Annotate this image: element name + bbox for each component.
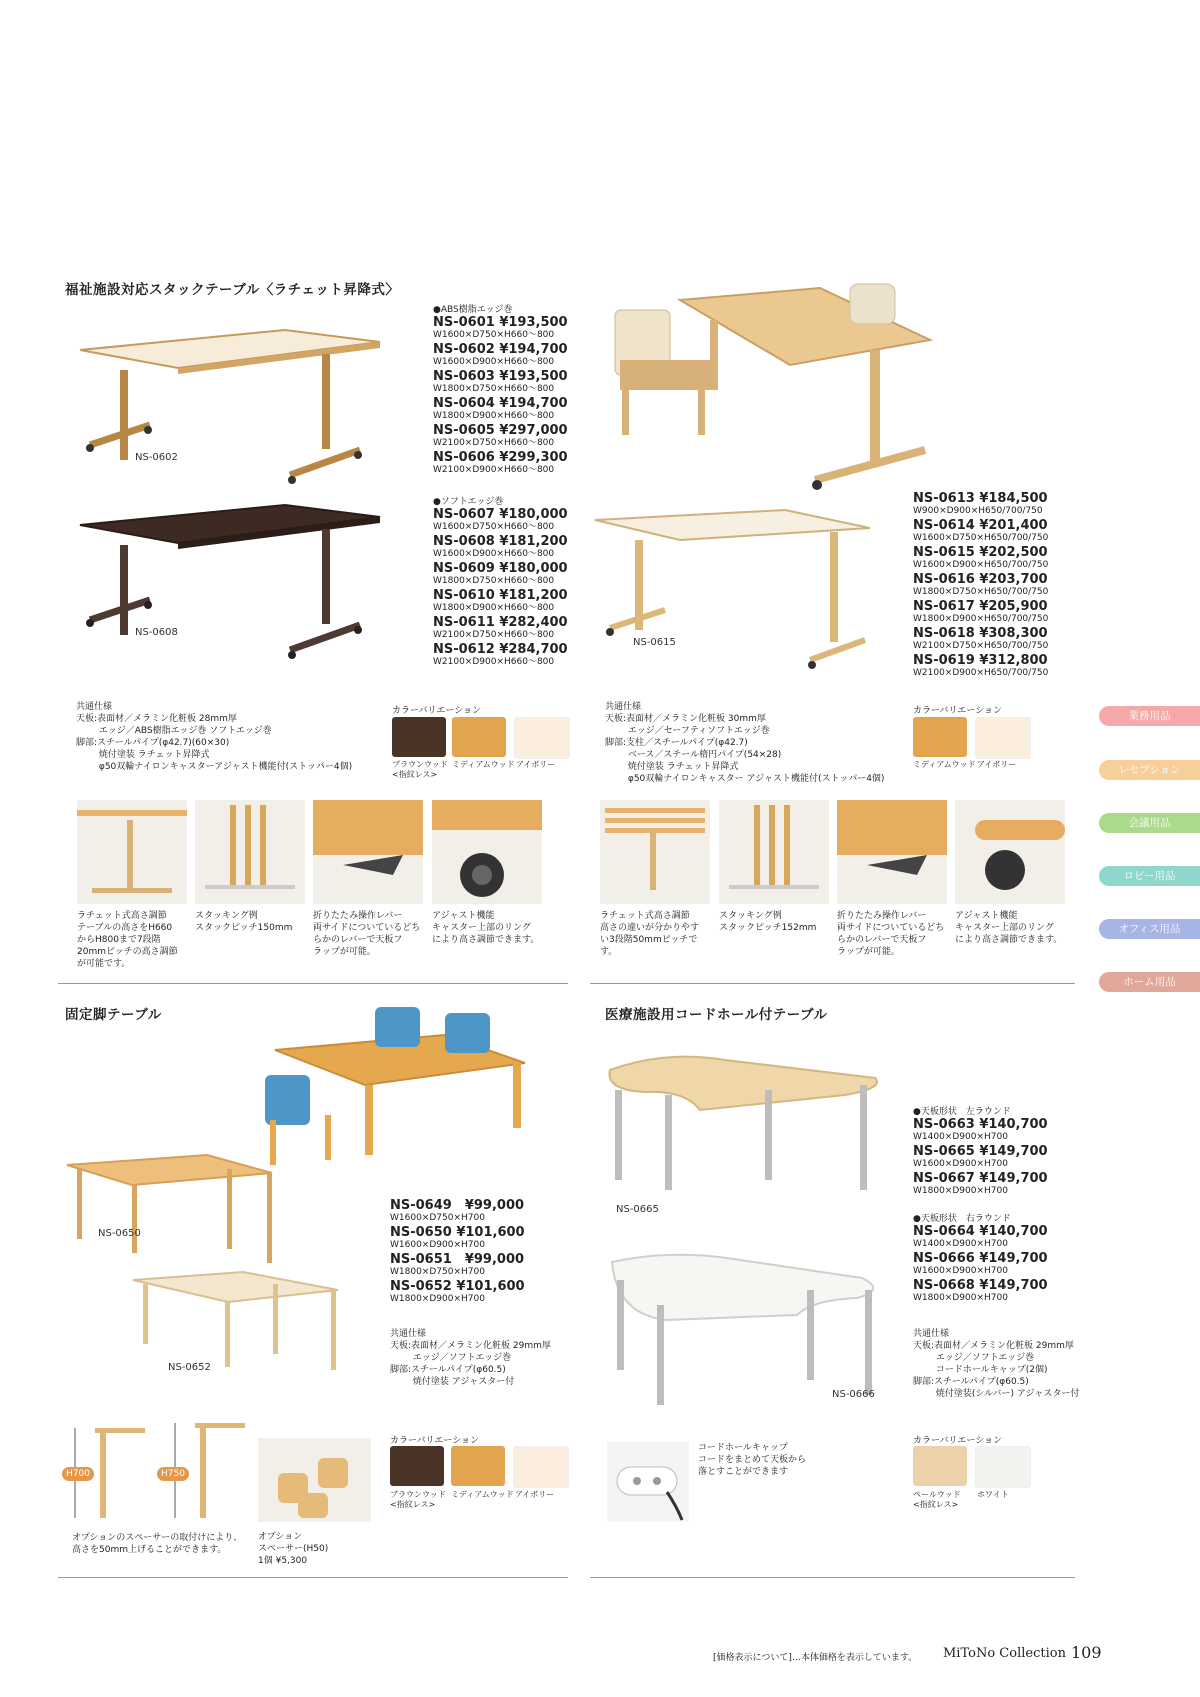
table-image-ns-0602 <box>80 330 390 490</box>
swatch-brown <box>392 717 446 757</box>
model-price: NS-0601 ¥193,500 <box>433 315 568 330</box>
model-price: NS-0608 ¥181,200 <box>433 534 568 549</box>
price-list-abs <box>433 305 568 478</box>
model-dim: W1600×D900×H660〜800 <box>433 549 555 559</box>
price-list-fixed <box>390 1199 525 1307</box>
group-label-left-round: ●天板形状 左ラウンド <box>913 1107 1011 1117</box>
section-title-cord-hole-table: 医療施設用コードホール付テーブル <box>605 1007 828 1023</box>
model-price: NS-0616 ¥203,700 <box>913 572 1048 587</box>
swatch-ivory <box>513 1446 569 1488</box>
caption: スタッキング例 スタックピッチ150mm <box>195 911 293 933</box>
model-dim: W1800×D900×H650/700/750 <box>913 614 1049 624</box>
swatch-name: アイボリー <box>977 760 1017 769</box>
model-price: NS-0609 ¥180,000 <box>433 561 568 576</box>
caption: アジャスト機能 キャスター上部のリング により高さ調節できます。 <box>955 911 1063 945</box>
model-price: NS-0666 ¥149,700 <box>913 1251 1048 1266</box>
swatch-name: ミディアムウッド <box>451 1490 514 1499</box>
model-dim: W2100×D750×H650/700/750 <box>913 641 1049 651</box>
model-dim: W2100×D900×H650/700/750 <box>913 668 1049 678</box>
model-dim: W1600×D900×H650/700/750 <box>913 560 1049 570</box>
table-label-ns-0650: NS-0650 <box>98 1228 141 1239</box>
badge-h750: H750 <box>157 1467 189 1481</box>
cord-cap-caption: コードホールキャップ コードをまとめて天板から 落とすことができます <box>698 1443 807 1477</box>
model-dim: W1600×D750×H660〜800 <box>433 330 555 340</box>
table-chair-image <box>610 280 940 500</box>
table-image-ns-0652 <box>133 1272 343 1372</box>
spec-fixed: 共通仕様 天板:表面材／メラミン化粧板 29mm厚 エッジ／ソフトエッジ巻 脚部:スチールパイプ(φ60.5) 焼付塗装 アジャスター付 <box>390 1329 551 1387</box>
photo-lever <box>837 800 947 904</box>
model-dim: W1800×D900×H700 <box>390 1294 485 1304</box>
photo-lever <box>313 800 423 904</box>
swatch-pale <box>913 1446 967 1486</box>
model-price: NS-0611 ¥282,400 <box>433 615 568 630</box>
model-dim: W1800×D900×H660〜800 <box>433 603 555 613</box>
photo-stacking <box>195 800 305 904</box>
model-price: NS-0614 ¥201,400 <box>913 518 1048 533</box>
swatch-ivory <box>514 717 570 759</box>
model-dim: W2100×D750×H660〜800 <box>433 438 555 448</box>
option-spacer: オプション スペーサー(H50) 1個 ¥5,300 <box>258 1532 329 1566</box>
swatch-white <box>975 1446 1031 1488</box>
divider <box>58 983 568 984</box>
model-price: NS-0668 ¥149,700 <box>913 1278 1048 1293</box>
caption: 折りたたみ操作レバー 両サイドについているどち らかのレバーで天板フ ラップが可能。 <box>837 911 945 957</box>
model-price: NS-0665 ¥149,700 <box>913 1144 1048 1159</box>
caption: スタッキング例 スタックピッチ152mm <box>719 911 817 933</box>
model-price: NS-0651 ¥99,000 <box>390 1252 525 1267</box>
table-image-ns-0608 <box>80 505 390 665</box>
divider <box>58 1577 568 1578</box>
model-dim: W1600×D750×H700 <box>390 1213 485 1223</box>
group-label-abs: ●ABS樹脂エッジ巻 <box>433 305 513 315</box>
caption: ラチェット式高さ調節 テーブルの高さをH660 からH800まで7段階 20mmピッチの高さ調節 が可能です。 <box>77 911 178 969</box>
model-price: NS-0613 ¥184,500 <box>913 491 1048 506</box>
model-dim: W1800×D900×H700 <box>913 1186 1008 1196</box>
spec-left: 共通仕様 天板:表面材／メラミン化粧板 28mm厚 エッジ／ABS樹脂エッジ巻 ソフトエッジ巻 脚部:スチールパイプ(φ42.7)(60×30) 焼付塗装 ラチェット昇降式 φ50双輪ナイロンキャスターアジャスト機能付(ストッパー4個) <box>76 702 353 772</box>
model-price: NS-0602 ¥194,700 <box>433 342 568 357</box>
table-label-ns-0608: NS-0608 <box>135 627 178 638</box>
tab-home[interactable]: ホーム用品 <box>1099 972 1200 992</box>
swatch-ivory <box>975 717 1031 759</box>
model-price: NS-0604 ¥194,700 <box>433 396 568 411</box>
tab-meeting[interactable]: 会議用品 <box>1099 813 1200 833</box>
model-price: NS-0664 ¥140,700 <box>913 1224 1048 1239</box>
model-price: NS-0618 ¥308,300 <box>913 626 1048 641</box>
caption: 折りたたみ操作レバー 両サイドについているどち らかのレバーで天板フ ラップが可能。 <box>313 911 421 957</box>
photo-stacking <box>719 800 829 904</box>
swatch-brown <box>390 1446 444 1486</box>
page-number: 109 <box>1071 1643 1102 1662</box>
model-price: NS-0603 ¥193,500 <box>433 369 568 384</box>
badge-h700: H700 <box>62 1467 94 1481</box>
swatch-name: ミディアムウッド <box>452 760 515 769</box>
model-price: NS-0615 ¥202,500 <box>913 545 1048 560</box>
model-price: NS-0606 ¥299,300 <box>433 450 568 465</box>
swatch-medium <box>452 717 506 757</box>
model-dim: W1600×D750×H660〜800 <box>433 522 555 532</box>
model-dim: W1800×D750×H700 <box>390 1267 485 1277</box>
footer-price-note: [価格表示について]…本体価格を表示しています。 <box>713 1653 918 1663</box>
swatch-name: ブラウンウッド <指紋レス> <box>392 760 448 779</box>
model-dim: W1600×D900×H700 <box>913 1266 1008 1276</box>
color-title-cord: カラーバリエーション <box>913 1436 1003 1446</box>
swatch-name: ホワイト <box>977 1490 1009 1499</box>
model-dim: W1800×D900×H660〜800 <box>433 411 555 421</box>
model-price: NS-0652 ¥101,600 <box>390 1279 525 1294</box>
model-price: NS-0607 ¥180,000 <box>433 507 568 522</box>
swatch-medium <box>913 717 967 757</box>
color-title-fixed: カラーバリエーション <box>390 1436 480 1446</box>
tab-reception[interactable]: レセプション <box>1099 760 1200 780</box>
price-list-soft <box>433 497 568 670</box>
spec-right: 共通仕様 天板:表面材／メラミン化粧板 30mm厚 エッジ／セーフティソフトエッジ巻 脚部:支柱／スチールパイプ(φ42.7) ベース／スチール楕円パイプ(54×28) 焼付塗装 ラチェット昇降式 φ50双輪ナイロンキャスター アジャスト機能付(ストッパー4個) <box>605 702 885 784</box>
photo-cord-cap <box>607 1442 689 1522</box>
spacer-note: オプションのスペーサーの取付けにより、 高さを50mm上げることができます。 <box>72 1533 243 1555</box>
photo-caster <box>955 800 1065 904</box>
model-price: NS-0619 ¥312,800 <box>913 653 1048 668</box>
color-title-left: カラーバリエーション <box>392 706 482 716</box>
price-list-right-round <box>913 1214 1048 1306</box>
group-label-right-round: ●天板形状 右ラウンド <box>913 1214 1011 1224</box>
model-price: NS-0649 ¥99,000 <box>390 1198 525 1213</box>
model-dim: W1800×D750×H650/700/750 <box>913 587 1049 597</box>
caption: アジャスト機能 キャスター上部のリング により高さ調節できます。 <box>432 911 540 945</box>
model-dim: W2100×D900×H660〜800 <box>433 465 555 475</box>
tab-office[interactable]: オフィス用品 <box>1099 919 1200 939</box>
model-price: NS-0663 ¥140,700 <box>913 1117 1048 1132</box>
model-dim: W1400×D900×H700 <box>913 1239 1008 1249</box>
model-dim: W2100×D750×H660〜800 <box>433 630 555 640</box>
price-list-ns-0613 <box>913 492 1048 681</box>
model-dim: W1800×D750×H660〜800 <box>433 384 555 394</box>
swatch-name: アイボリー <box>516 760 556 769</box>
model-dim: W1800×D900×H700 <box>913 1293 1008 1303</box>
model-price: NS-0667 ¥149,700 <box>913 1171 1048 1186</box>
section-title-stack-table: 福祉施設対応スタックテーブル〈ラチェット昇降式〉 <box>65 282 400 298</box>
tab-lobby[interactable]: ロビー用品 <box>1099 866 1200 886</box>
model-dim: W2100×D900×H660〜800 <box>433 657 555 667</box>
swatch-name: ミディアムウッド <box>913 760 976 769</box>
table-label-ns-0652: NS-0652 <box>168 1362 211 1373</box>
group-label-soft: ●ソフトエッジ巻 <box>433 497 504 507</box>
model-price: NS-0612 ¥284,700 <box>433 642 568 657</box>
model-price: NS-0617 ¥205,900 <box>913 599 1048 614</box>
model-dim: W1600×D900×H700 <box>390 1240 485 1250</box>
table-label-ns-0615: NS-0615 <box>633 637 676 648</box>
swatch-name: アイボリー <box>515 1490 555 1499</box>
model-dim: W1800×D750×H660〜800 <box>433 576 555 586</box>
table-image-ns-0650 <box>67 1155 277 1265</box>
model-price: NS-0610 ¥181,200 <box>433 588 568 603</box>
swatch-name: ブラウンウッド <指紋レス> <box>390 1490 446 1509</box>
divider <box>590 983 1075 984</box>
model-dim: W1600×D750×H650/700/750 <box>913 533 1049 543</box>
model-price: NS-0650 ¥101,600 <box>390 1225 525 1240</box>
footer-brand: MiToNo Collection <box>943 1646 1066 1661</box>
model-price: NS-0605 ¥297,000 <box>433 423 568 438</box>
model-dim: W1600×D900×H700 <box>913 1159 1008 1169</box>
photo-caster <box>432 800 542 904</box>
spec-cord: 共通仕様 天板:表面材／メラミン化粧板 29mm厚 エッジ／ソフトエッジ巻 コードホールキャップ(2個) 脚部:スチールパイプ(φ60.5) 焼付塗装(シルバー) アジャスター付 <box>913 1329 1080 1399</box>
table-label-ns-0602: NS-0602 <box>135 452 178 463</box>
photo-spacer <box>258 1438 371 1522</box>
model-dim: W1600×D900×H660〜800 <box>433 357 555 367</box>
table-image-ns-0666 <box>607 1250 887 1410</box>
caption: ラチェット式高さ調節 高さの違いが分かりやす い3段階50mmピッチで す。 <box>600 911 700 957</box>
section-title-fixed-table: 固定脚テーブル <box>65 1007 162 1023</box>
photo-height-adjust <box>77 800 187 904</box>
tab-business[interactable]: 業務用品 <box>1099 706 1200 726</box>
model-dim: W900×D900×H650/700/750 <box>913 506 1043 516</box>
model-dim: W1400×D900×H700 <box>913 1132 1008 1142</box>
photo-height-adjust <box>600 800 710 904</box>
table-label-ns-0666: NS-0666 <box>832 1389 875 1400</box>
price-list-left-round <box>913 1107 1048 1199</box>
color-title-right: カラーバリエーション <box>913 706 1003 716</box>
swatch-medium <box>451 1446 505 1486</box>
swatch-name: ペールウッド <指紋レス> <box>913 1490 961 1509</box>
table-label-ns-0665: NS-0665 <box>616 1204 659 1215</box>
table-image-ns-0665 <box>605 1050 885 1200</box>
divider <box>590 1577 1075 1578</box>
table-chairs-image <box>255 1005 535 1165</box>
